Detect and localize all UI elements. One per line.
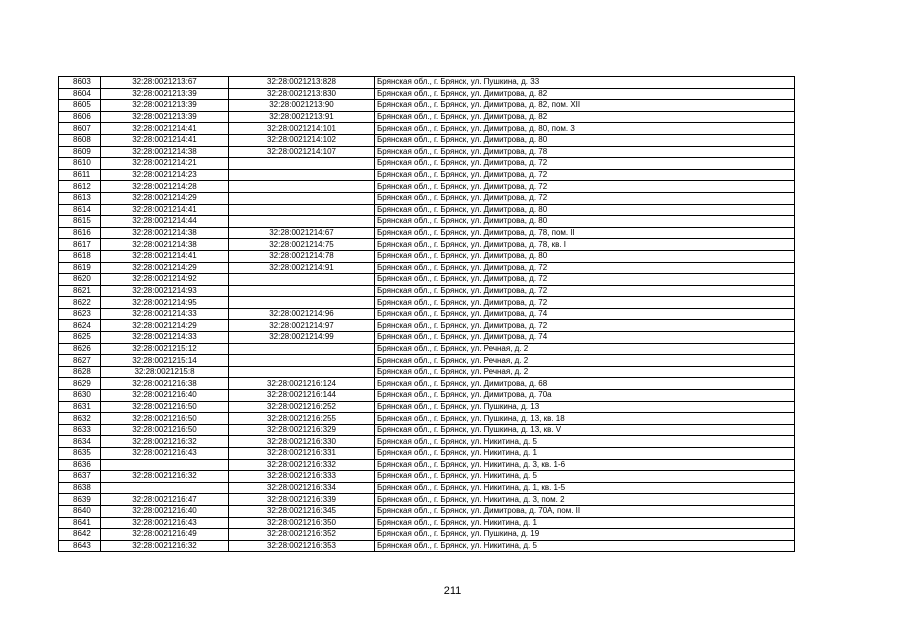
object-cadastral-number-cell: 32:28:0021214:91 <box>229 262 375 274</box>
object-cadastral-number-cell <box>229 285 375 297</box>
address-cell: Брянская обл., г. Брянск, ул. Никитина, д. 1, кв. 1-5 <box>375 482 795 494</box>
land-cadastral-number-cell: 32:28:0021213:39 <box>101 100 229 112</box>
object-cadastral-number-cell: 32:28:0021214:75 <box>229 239 375 251</box>
table-row <box>59 169 795 181</box>
row-number-cell: 8605 <box>59 100 101 112</box>
object-cadastral-number-cell: 32:28:0021213:91 <box>229 111 375 123</box>
row-number-cell: 8626 <box>59 343 101 355</box>
address-cell: Брянская обл., г. Брянск, ул. Димитрова, д. 80 <box>375 134 795 146</box>
land-cadastral-number-cell: 32:28:0021216:50 <box>101 413 229 425</box>
object-cadastral-number-cell: 32:28:0021214:99 <box>229 332 375 344</box>
row-number-cell: 8618 <box>59 250 101 262</box>
object-cadastral-number-cell: 32:28:0021216:350 <box>229 517 375 529</box>
row-number-cell: 8611 <box>59 169 101 181</box>
land-cadastral-number-cell: 32:28:0021214:92 <box>101 274 229 286</box>
land-cadastral-number-cell: 32:28:0021214:29 <box>101 192 229 204</box>
row-number-cell: 8635 <box>59 448 101 460</box>
row-number-cell: 8634 <box>59 436 101 448</box>
land-cadastral-number-cell: 32:28:0021214:38 <box>101 146 229 158</box>
row-number-cell: 8625 <box>59 332 101 344</box>
address-cell: Брянская обл., г. Брянск, ул. Речная, д. 2 <box>375 366 795 378</box>
address-cell: Брянская обл., г. Брянск, ул. Димитрова, д. 80 <box>375 204 795 216</box>
table-row <box>59 181 795 193</box>
address-cell: Брянская обл., г. Брянск, ул. Димитрова, д. 82 <box>375 111 795 123</box>
row-number-cell: 8616 <box>59 227 101 239</box>
address-cell: Брянская обл., г. Брянск, ул. Димитрова, д. 72 <box>375 181 795 193</box>
table-row <box>59 285 795 297</box>
page-number: 211 <box>443 585 462 597</box>
object-cadastral-number-cell: 32:28:0021216:255 <box>229 413 375 425</box>
land-cadastral-number-cell: 32:28:0021214:21 <box>101 158 229 170</box>
object-cadastral-number-cell: 32:28:0021214:107 <box>229 146 375 158</box>
row-number-cell: 8619 <box>59 262 101 274</box>
table-row <box>59 378 795 390</box>
table-row <box>59 308 795 320</box>
land-cadastral-number-cell: 32:28:0021214:41 <box>101 123 229 135</box>
table-row <box>59 111 795 123</box>
object-cadastral-number-cell <box>229 181 375 193</box>
address-cell: Брянская обл., г. Брянск, ул. Димитрова, д. 72 <box>375 320 795 332</box>
land-cadastral-number-cell: 32:28:0021213:39 <box>101 88 229 100</box>
object-cadastral-number-cell: 32:28:0021216:353 <box>229 540 375 552</box>
address-cell: Брянская обл., г. Брянск, ул. Никитина, д. 3, кв. 1-6 <box>375 459 795 471</box>
address-cell: Брянская обл., г. Брянск, ул. Речная, д. 2 <box>375 343 795 355</box>
row-number-cell: 8631 <box>59 401 101 413</box>
table-row <box>59 343 795 355</box>
land-cadastral-number-cell: 32:28:0021216:49 <box>101 529 229 541</box>
cadastral-table <box>58 76 795 552</box>
row-number-cell: 8633 <box>59 424 101 436</box>
row-number-cell: 8603 <box>59 77 101 89</box>
address-cell: Брянская обл., г. Брянск, ул. Никитина, д. 5 <box>375 471 795 483</box>
object-cadastral-number-cell: 32:28:0021216:144 <box>229 390 375 402</box>
land-cadastral-number-cell: 32:28:0021213:39 <box>101 111 229 123</box>
table-row <box>59 134 795 146</box>
row-number-cell: 8627 <box>59 355 101 367</box>
table-row <box>59 459 795 471</box>
land-cadastral-number-cell: 32:28:0021216:32 <box>101 436 229 448</box>
row-number-cell: 8623 <box>59 308 101 320</box>
table-row <box>59 471 795 483</box>
table-row <box>59 192 795 204</box>
land-cadastral-number-cell: 32:28:0021214:93 <box>101 285 229 297</box>
row-number-cell: 8610 <box>59 158 101 170</box>
land-cadastral-number-cell <box>101 482 229 494</box>
row-number-cell: 8621 <box>59 285 101 297</box>
land-cadastral-number-cell: 32:28:0021214:44 <box>101 216 229 228</box>
object-cadastral-number-cell: 32:28:0021216:330 <box>229 436 375 448</box>
row-number-cell: 8632 <box>59 413 101 425</box>
address-cell: Брянская обл., г. Брянск, ул. Димитрова, д. 72 <box>375 262 795 274</box>
object-cadastral-number-cell: 32:28:0021216:332 <box>229 459 375 471</box>
land-cadastral-number-cell: 32:28:0021216:38 <box>101 378 229 390</box>
row-number-cell: 8624 <box>59 320 101 332</box>
table-row <box>59 216 795 228</box>
land-cadastral-number-cell: 32:28:0021213:67 <box>101 77 229 89</box>
row-number-cell: 8612 <box>59 181 101 193</box>
object-cadastral-number-cell <box>229 169 375 181</box>
address-cell: Брянская обл., г. Брянск, ул. Димитрова, д. 72 <box>375 297 795 309</box>
row-number-cell: 8620 <box>59 274 101 286</box>
land-cadastral-number-cell: 32:28:0021216:43 <box>101 517 229 529</box>
row-number-cell: 8629 <box>59 378 101 390</box>
object-cadastral-number-cell: 32:28:0021214:96 <box>229 308 375 320</box>
row-number-cell: 8637 <box>59 471 101 483</box>
object-cadastral-number-cell <box>229 192 375 204</box>
land-cadastral-number-cell: 32:28:0021216:40 <box>101 505 229 517</box>
object-cadastral-number-cell: 32:28:0021214:97 <box>229 320 375 332</box>
row-number-cell: 8615 <box>59 216 101 228</box>
table-row <box>59 158 795 170</box>
table-row <box>59 262 795 274</box>
row-number-cell: 8643 <box>59 540 101 552</box>
row-number-cell: 8606 <box>59 111 101 123</box>
object-cadastral-number-cell <box>229 216 375 228</box>
address-cell: Брянская обл., г. Брянск, ул. Димитрова, д. 78 <box>375 146 795 158</box>
table-row <box>59 100 795 112</box>
row-number-cell: 8638 <box>59 482 101 494</box>
table-row <box>59 204 795 216</box>
address-cell: Брянская обл., г. Брянск, ул. Димитрова, д. 80, пом. 3 <box>375 123 795 135</box>
table-row <box>59 401 795 413</box>
table-row <box>59 274 795 286</box>
land-cadastral-number-cell: 32:28:0021216:32 <box>101 540 229 552</box>
address-cell: Брянская обл., г. Брянск, ул. Димитрова, д. 82, пом. XII <box>375 100 795 112</box>
table-row <box>59 436 795 448</box>
address-cell: Брянская обл., г. Брянск, ул. Димитрова, д. 72 <box>375 158 795 170</box>
row-number-cell: 8630 <box>59 390 101 402</box>
row-number-cell: 8641 <box>59 517 101 529</box>
address-cell: Брянская обл., г. Брянск, ул. Пушкина, д. 13 <box>375 401 795 413</box>
table-row <box>59 355 795 367</box>
address-cell: Брянская обл., г. Брянск, ул. Димитрова, д. 72 <box>375 285 795 297</box>
object-cadastral-number-cell: 32:28:0021213:828 <box>229 77 375 89</box>
land-cadastral-number-cell: 32:28:0021214:38 <box>101 227 229 239</box>
row-number-cell: 8608 <box>59 134 101 146</box>
table-row <box>59 413 795 425</box>
object-cadastral-number-cell <box>229 274 375 286</box>
object-cadastral-number-cell <box>229 366 375 378</box>
table-row <box>59 517 795 529</box>
land-cadastral-number-cell: 32:28:0021214:33 <box>101 308 229 320</box>
object-cadastral-number-cell: 32:28:0021214:67 <box>229 227 375 239</box>
land-cadastral-number-cell: 32:28:0021216:32 <box>101 471 229 483</box>
row-number-cell: 8636 <box>59 459 101 471</box>
object-cadastral-number-cell <box>229 204 375 216</box>
row-number-cell: 8617 <box>59 239 101 251</box>
land-cadastral-number-cell: 32:28:0021215:8 <box>101 366 229 378</box>
table-row <box>59 332 795 344</box>
row-number-cell: 8640 <box>59 505 101 517</box>
row-number-cell: 8628 <box>59 366 101 378</box>
table-row <box>59 77 795 89</box>
address-cell: Брянская обл., г. Брянск, ул. Димитрова, д. 72 <box>375 192 795 204</box>
table-row <box>59 123 795 135</box>
address-cell: Брянская обл., г. Брянск, ул. Никитина, д. 1 <box>375 448 795 460</box>
table-row <box>59 482 795 494</box>
object-cadastral-number-cell <box>229 297 375 309</box>
address-cell: Брянская обл., г. Брянск, ул. Димитрова, д. 78, кв. I <box>375 239 795 251</box>
object-cadastral-number-cell: 32:28:0021216:252 <box>229 401 375 413</box>
object-cadastral-number-cell <box>229 343 375 355</box>
address-cell: Брянская обл., г. Брянск, ул. Димитрова, д. 78, пом. II <box>375 227 795 239</box>
row-number-cell: 8622 <box>59 297 101 309</box>
row-number-cell: 8613 <box>59 192 101 204</box>
land-cadastral-number-cell: 32:28:0021216:50 <box>101 401 229 413</box>
table-row <box>59 448 795 460</box>
address-cell: Брянская обл., г. Брянск, ул. Пушкина, д. 13, кв. 18 <box>375 413 795 425</box>
table-row <box>59 424 795 436</box>
object-cadastral-number-cell: 32:28:0021216:124 <box>229 378 375 390</box>
object-cadastral-number-cell: 32:28:0021214:101 <box>229 123 375 135</box>
address-cell: Брянская обл., г. Брянск, ул. Пушкина, д. 19 <box>375 529 795 541</box>
land-cadastral-number-cell: 32:28:0021214:38 <box>101 239 229 251</box>
object-cadastral-number-cell <box>229 158 375 170</box>
table-row <box>59 227 795 239</box>
table-row <box>59 529 795 541</box>
table-row <box>59 239 795 251</box>
object-cadastral-number-cell <box>229 355 375 367</box>
address-cell: Брянская обл., г. Брянск, ул. Пушкина, д. 33 <box>375 77 795 89</box>
row-number-cell: 8607 <box>59 123 101 135</box>
land-cadastral-number-cell: 32:28:0021214:41 <box>101 250 229 262</box>
row-number-cell: 8614 <box>59 204 101 216</box>
object-cadastral-number-cell: 32:28:0021216:333 <box>229 471 375 483</box>
address-cell: Брянская обл., г. Брянск, ул. Никитина, д. 3, пом. 2 <box>375 494 795 506</box>
table-row <box>59 390 795 402</box>
object-cadastral-number-cell: 32:28:0021214:102 <box>229 134 375 146</box>
address-cell: Брянская обл., г. Брянск, ул. Речная, д. 2 <box>375 355 795 367</box>
object-cadastral-number-cell: 32:28:0021216:339 <box>229 494 375 506</box>
land-cadastral-number-cell: 32:28:0021216:50 <box>101 424 229 436</box>
address-cell: Брянская обл., г. Брянск, ул. Димитрова, д. 82 <box>375 88 795 100</box>
row-number-cell: 8639 <box>59 494 101 506</box>
object-cadastral-number-cell: 32:28:0021216:329 <box>229 424 375 436</box>
object-cadastral-number-cell: 32:28:0021213:830 <box>229 88 375 100</box>
address-cell: Брянская обл., г. Брянск, ул. Димитрова, д. 72 <box>375 274 795 286</box>
address-cell: Брянская обл., г. Брянск, ул. Димитрова, д. 70А, пом. II <box>375 505 795 517</box>
land-cadastral-number-cell: 32:28:0021214:23 <box>101 169 229 181</box>
table-row <box>59 297 795 309</box>
row-number-cell: 8604 <box>59 88 101 100</box>
object-cadastral-number-cell: 32:28:0021216:352 <box>229 529 375 541</box>
table-row <box>59 250 795 262</box>
land-cadastral-number-cell: 32:28:0021216:47 <box>101 494 229 506</box>
land-cadastral-number-cell: 32:28:0021214:29 <box>101 320 229 332</box>
address-cell: Брянская обл., г. Брянск, ул. Димитрова, д. 80 <box>375 216 795 228</box>
table-row <box>59 494 795 506</box>
table-row <box>59 366 795 378</box>
table-row <box>59 88 795 100</box>
address-cell: Брянская обл., г. Брянск, ул. Никитина, д. 1 <box>375 517 795 529</box>
land-cadastral-number-cell: 32:28:0021214:95 <box>101 297 229 309</box>
address-cell: Брянская обл., г. Брянск, ул. Димитрова, д. 74 <box>375 332 795 344</box>
address-cell: Брянская обл., г. Брянск, ул. Никитина, д. 5 <box>375 540 795 552</box>
land-cadastral-number-cell <box>101 459 229 471</box>
address-cell: Брянская обл., г. Брянск, ул. Димитрова, д. 74 <box>375 308 795 320</box>
table-row <box>59 320 795 332</box>
table-row <box>59 505 795 517</box>
address-cell: Брянская обл., г. Брянск, ул. Димитрова, д. 70а <box>375 390 795 402</box>
land-cadastral-number-cell: 32:28:0021215:12 <box>101 343 229 355</box>
address-cell: Брянская обл., г. Брянск, ул. Димитрова, д. 72 <box>375 169 795 181</box>
row-number-cell: 8642 <box>59 529 101 541</box>
land-cadastral-number-cell: 32:28:0021214:28 <box>101 181 229 193</box>
land-cadastral-number-cell: 32:28:0021214:41 <box>101 134 229 146</box>
address-cell: Брянская обл., г. Брянск, ул. Димитрова, д. 68 <box>375 378 795 390</box>
object-cadastral-number-cell: 32:28:0021213:90 <box>229 100 375 112</box>
land-cadastral-number-cell: 32:28:0021214:29 <box>101 262 229 274</box>
address-cell: Брянская обл., г. Брянск, ул. Пушкина, д. 13, кв. V <box>375 424 795 436</box>
land-cadastral-number-cell: 32:28:0021214:33 <box>101 332 229 344</box>
land-cadastral-number-cell: 32:28:0021216:40 <box>101 390 229 402</box>
object-cadastral-number-cell: 32:28:0021216:334 <box>229 482 375 494</box>
table-body <box>59 77 795 552</box>
table-row <box>59 540 795 552</box>
object-cadastral-number-cell: 32:28:0021216:345 <box>229 505 375 517</box>
land-cadastral-number-cell: 32:28:0021214:41 <box>101 204 229 216</box>
object-cadastral-number-cell: 32:28:0021216:331 <box>229 448 375 460</box>
address-cell: Брянская обл., г. Брянск, ул. Никитина, д. 5 <box>375 436 795 448</box>
table-row <box>59 146 795 158</box>
object-cadastral-number-cell: 32:28:0021214:78 <box>229 250 375 262</box>
row-number-cell: 8609 <box>59 146 101 158</box>
land-cadastral-number-cell: 32:28:0021215:14 <box>101 355 229 367</box>
address-cell: Брянская обл., г. Брянск, ул. Димитрова, д. 80 <box>375 250 795 262</box>
land-cadastral-number-cell: 32:28:0021216:43 <box>101 448 229 460</box>
